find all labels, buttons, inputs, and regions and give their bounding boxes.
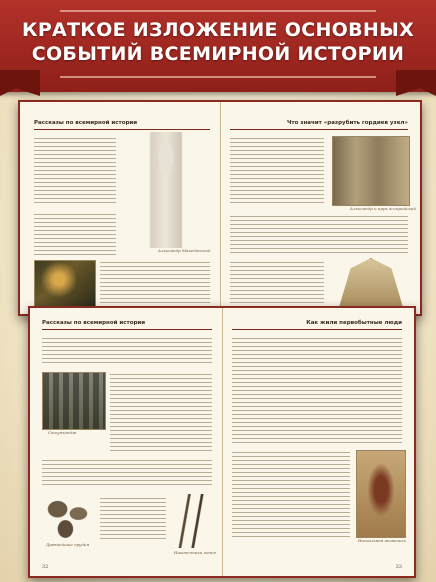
book-top-right-heading: Что значит «разрубить гордиев узел» <box>286 120 408 126</box>
book-bottom-left-heading: Рассказы по всемирной истории <box>42 320 146 326</box>
caption-statue: Александр Македонский <box>158 248 211 253</box>
caption-cave: Наскальная живопись <box>358 538 406 543</box>
stonehenge-image <box>42 372 106 430</box>
title-line-1: КРАТКОЕ ИЗЛОЖЕНИЕ ОСНОВНЫХ <box>21 19 415 41</box>
text-block <box>34 212 116 256</box>
heading-rule <box>230 129 408 130</box>
text-block <box>232 450 350 540</box>
poster-title <box>0 18 436 66</box>
text-block <box>42 336 212 366</box>
book-spread-bottom <box>28 306 416 578</box>
text-block <box>230 214 408 254</box>
banner-fold-right <box>396 70 436 96</box>
heading-rule <box>34 129 210 130</box>
title-banner <box>0 0 436 92</box>
text-block <box>110 372 212 452</box>
book-bottom-right-page <box>222 308 414 576</box>
banner-ornament-top <box>60 10 376 12</box>
page-number-right: 33 <box>395 564 402 570</box>
text-block <box>230 260 324 304</box>
text-block <box>100 260 210 304</box>
battle-painting <box>34 260 96 308</box>
caption-tools: Древнейшие орудия <box>46 542 90 547</box>
caption-spears: Наконечники копья <box>174 550 216 555</box>
tools-image <box>42 496 94 540</box>
text-block <box>232 336 402 444</box>
text-block <box>100 496 166 540</box>
caption-stonehenge: Стоунхендж <box>48 430 77 435</box>
title-line-2: СОБЫТИЙ ВСЕМИРНОЙ ИСТОРИИ <box>31 43 405 65</box>
banner-ornament-bottom <box>60 76 376 78</box>
book-top-right-page <box>220 102 420 314</box>
spears-image <box>174 494 210 548</box>
page-number-left: 32 <box>42 564 49 570</box>
banner-fold-left <box>0 70 40 96</box>
book-top-left-page <box>20 102 221 314</box>
cave-painting-image <box>356 450 406 538</box>
caption-relief: Александр и царь ассирийский <box>350 206 416 211</box>
tower-of-babel-image <box>330 258 412 310</box>
book-spread-top <box>18 100 422 316</box>
relief-image <box>332 136 410 206</box>
book-bottom-left-page <box>30 308 223 576</box>
book-top-left-heading: Рассказы по всемирной истории <box>34 120 138 126</box>
text-block <box>230 136 324 206</box>
statue-image <box>124 132 208 248</box>
heading-rule <box>232 329 402 330</box>
heading-rule <box>42 329 212 330</box>
text-block <box>34 136 116 206</box>
book-bottom-right-heading: Как жили первобытные люди <box>306 320 402 326</box>
text-block <box>42 458 212 488</box>
